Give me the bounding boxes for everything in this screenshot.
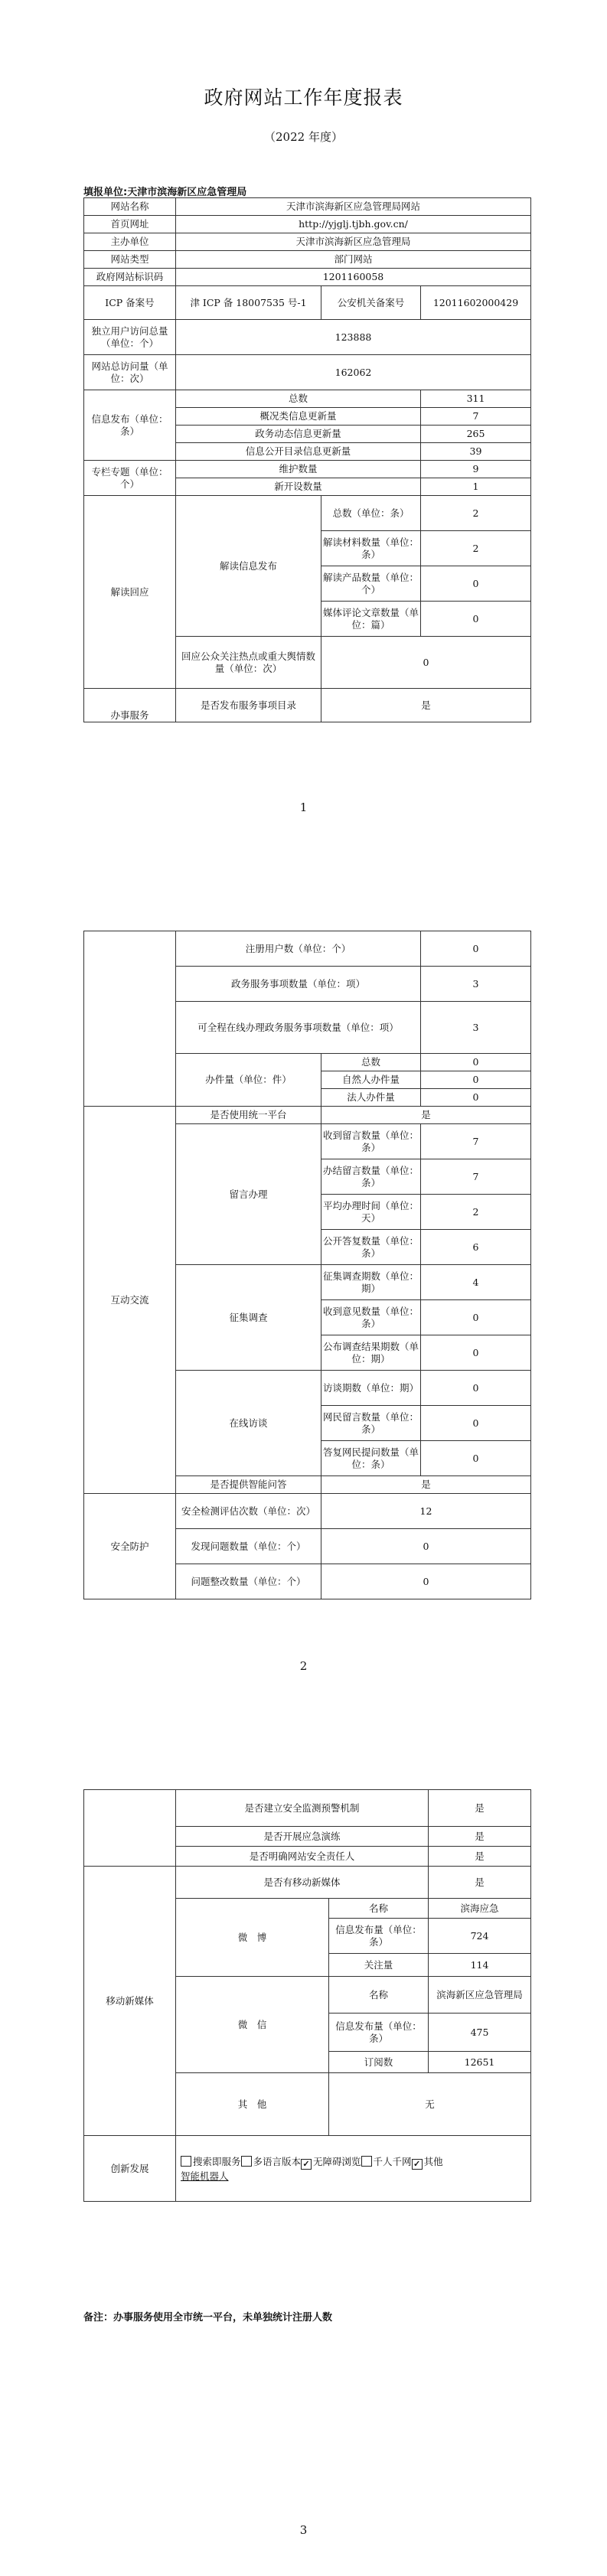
handle-total: 0 <box>421 1054 531 1071</box>
wechat-name: 滨海新区应急管理局 <box>429 1977 531 2014</box>
footnote: 备注：办事服务使用全市统一平台，未单独统计注册人数 <box>83 2312 333 2323</box>
report-table-page-1 <box>83 197 531 722</box>
visitors-label: 独立用户访问总量（单位：个） <box>84 320 176 355</box>
special-new-label: 新开设数量 <box>176 478 421 496</box>
msg-done-label: 办结留言数量（单位：条） <box>321 1159 421 1195</box>
checks-label: 安全检测评估次数（单位：次） <box>176 1494 321 1529</box>
visits-label: 网站总访问量（单位：次） <box>84 355 176 390</box>
home-url-label: 首页网址 <box>84 216 176 233</box>
service-catalog: 是 <box>321 689 531 722</box>
site-name: 天津市滨海新区应急管理局网站 <box>176 198 531 216</box>
page-title: 政府网站工作年度报表 <box>204 86 403 109</box>
site-type: 部门网站 <box>176 251 531 269</box>
security-label: 安全防护 <box>84 1494 176 1599</box>
weibo-posts-label: 信息发布量（单位：条） <box>329 1919 429 1954</box>
drill-label: 是否开展应急演练 <box>176 1827 429 1847</box>
interpret-hot-label: 回应公众关注热点或重大舆情数量（单位：次） <box>176 637 321 689</box>
survey-opinions-label: 收到意见数量（单位：条） <box>321 1300 421 1335</box>
owner: 是 <box>429 1847 531 1867</box>
survey-periods-label: 征集调查期数（单位：期） <box>321 1265 421 1300</box>
media-label: 移动新媒体 <box>84 1867 176 2136</box>
platform: 是 <box>321 1107 531 1124</box>
survey-opinions: 0 <box>421 1300 531 1335</box>
special-maintain: 9 <box>421 461 531 478</box>
service-items: 3 <box>421 967 531 1002</box>
wechat-posts: 475 <box>429 2014 531 2052</box>
service-items-label: 政务服务事项数量（单位：项） <box>176 967 421 1002</box>
talk-periods: 0 <box>421 1371 531 1406</box>
info-total: 311 <box>421 390 531 408</box>
msg-recv-label: 收到留言数量（单位：条） <box>321 1124 421 1159</box>
security-continued <box>84 1790 176 1867</box>
info-catalog: 39 <box>421 443 531 461</box>
handle-label: 办件量（单位：件） <box>176 1054 321 1107</box>
wechat-subs: 12651 <box>429 2052 531 2073</box>
special-maintain-label: 维护数量 <box>176 461 421 478</box>
service-online: 3 <box>421 1002 531 1054</box>
platform-label: 是否使用统一平台 <box>176 1107 321 1124</box>
service-catalog-label: 是否发布服务事项目录 <box>176 689 321 722</box>
innovation-other-text: 智能机器人 <box>181 2170 229 2182</box>
info-news: 265 <box>421 426 531 443</box>
msg-days-label: 平均办理时间（单位：天） <box>321 1195 421 1230</box>
checkbox-empty-icon <box>361 2156 372 2167</box>
fixed-label: 问题整改数量（单位：个） <box>176 1564 321 1599</box>
service-label: 办事服务 <box>84 689 176 722</box>
interpret-product: 0 <box>421 566 531 602</box>
site-code-label: 政府网站标识码 <box>84 269 176 286</box>
interact-label: 互动交流 <box>84 1107 176 1494</box>
msg-recv: 7 <box>421 1124 531 1159</box>
interpret-product-label: 解读产品数量（单位：个） <box>321 566 421 602</box>
handle-person-label: 自然人办件量 <box>321 1071 421 1089</box>
media-has-label: 是否有移动新媒体 <box>176 1867 429 1899</box>
handle-legal-label: 法人办件量 <box>321 1089 421 1107</box>
special-new: 1 <box>421 478 531 496</box>
info-publish-label: 信息发布（单位：条） <box>84 390 176 461</box>
visitors: 123888 <box>176 320 531 355</box>
service-online-label: 可全程在线办理政务服务事项数量（单位：项） <box>176 1002 421 1054</box>
report-table-page-2 <box>83 931 531 1599</box>
interpret-total: 2 <box>421 496 531 531</box>
issues-label: 发现问题数量（单位：个） <box>176 1529 321 1564</box>
page-number-1: 1 <box>299 801 308 814</box>
option-label: 搜索即服务 <box>193 2155 241 2167</box>
icp-label: ICP 备案号 <box>84 286 176 320</box>
wechat-posts-label: 信息发布量（单位：条） <box>329 2014 429 2052</box>
handle-person: 0 <box>421 1071 531 1089</box>
msg-pub-label: 公开答复数量（单位：条） <box>321 1230 421 1265</box>
option-label: 其他 <box>423 2155 443 2167</box>
interpret-material-label: 解读材料数量（单位：条） <box>321 531 421 566</box>
info-catalog-label: 信息公开目录信息更新量 <box>176 443 421 461</box>
option-label: 千人千网 <box>373 2155 412 2167</box>
weibo-name: 滨海应急 <box>429 1899 531 1919</box>
issues: 0 <box>321 1529 531 1564</box>
interpret-media-label: 媒体评论文章数量（单位：篇） <box>321 602 421 637</box>
reporting-unit: 填报单位:天津市滨海新区应急管理局 <box>83 187 247 198</box>
weibo-posts: 724 <box>429 1919 531 1954</box>
drill: 是 <box>429 1827 531 1847</box>
weibo-label: 微 博 <box>176 1899 329 1977</box>
fixed: 0 <box>321 1564 531 1599</box>
service-users: 0 <box>421 931 531 967</box>
checkbox-checked-icon: ✓ <box>301 2159 312 2170</box>
site-code: 1201160058 <box>176 269 531 286</box>
icp-number: 津 ICP 备 18007535 号-1 <box>176 286 321 320</box>
page-number-2: 2 <box>299 1659 308 1673</box>
checkbox-personalized[interactable] <box>361 2156 412 2167</box>
smart-label: 是否提供智能问答 <box>176 1476 321 1494</box>
report-year: （2022 年度） <box>264 130 343 144</box>
weibo-fans: 114 <box>429 1954 531 1977</box>
media-has: 是 <box>429 1867 531 1899</box>
sponsor: 天津市滨海新区应急管理局 <box>176 233 531 251</box>
option-label: 无障碍浏览 <box>313 2155 361 2167</box>
visits: 162062 <box>176 355 531 390</box>
interpret-material: 2 <box>421 531 531 566</box>
site-name-label: 网站名称 <box>84 198 176 216</box>
survey-label: 征集调查 <box>176 1265 321 1371</box>
checkbox-empty-icon <box>241 2156 252 2167</box>
interpret-label: 解读回应 <box>84 496 176 689</box>
page-number-3: 3 <box>299 2523 308 2537</box>
interpret-hot: 0 <box>321 637 531 689</box>
wechat-label: 微 信 <box>176 1977 329 2073</box>
wechat-subs-label: 订阅数 <box>329 2052 429 2073</box>
msg-pub: 6 <box>421 1230 531 1265</box>
handle-total-label: 总数 <box>321 1054 421 1071</box>
msg-days: 2 <box>421 1195 531 1230</box>
service-users-label: 注册用户数（单位：个） <box>176 931 421 967</box>
handle-legal: 0 <box>421 1089 531 1107</box>
survey-results-label: 公布调查结果期数（单位：期） <box>321 1335 421 1371</box>
police-record-label: 公安机关备案号 <box>321 286 421 320</box>
info-news-label: 政务动态信息更新量 <box>176 426 421 443</box>
service-continued <box>84 931 176 1107</box>
interpret-media: 0 <box>421 602 531 637</box>
weibo-fans-label: 关注量 <box>329 1954 429 1977</box>
survey-results: 0 <box>421 1335 531 1371</box>
checkbox-other[interactable] <box>412 2156 443 2167</box>
police-record: 12011602000429 <box>421 286 531 320</box>
talk-msgs-label: 网民留言数量（单位：条） <box>321 1406 421 1441</box>
interpret-publish-label: 解读信息发布 <box>176 496 321 637</box>
checkbox-checked-icon: ✓ <box>412 2159 423 2170</box>
site-type-label: 网站类型 <box>84 251 176 269</box>
other-media: 无 <box>329 2073 531 2136</box>
special-topic-label: 专栏专题（单位：个） <box>84 461 176 496</box>
talk-msgs: 0 <box>421 1406 531 1441</box>
talk-answers: 0 <box>421 1441 531 1476</box>
monitor: 是 <box>429 1790 531 1827</box>
checkbox-accessibility[interactable] <box>301 2156 361 2167</box>
home-url[interactable]: http://yjglj.tjbh.gov.cn/ <box>176 216 531 233</box>
smart: 是 <box>321 1476 531 1494</box>
info-total-label: 总数 <box>176 390 421 408</box>
talk-periods-label: 访谈期数（单位：期） <box>321 1371 421 1406</box>
talk-label: 在线访谈 <box>176 1371 321 1476</box>
innovation-options <box>176 2136 531 2202</box>
checks: 12 <box>321 1494 531 1529</box>
monitor-label: 是否建立安全监测预警机制 <box>176 1790 429 1827</box>
info-overview: 7 <box>421 408 531 426</box>
msg-label: 留言办理 <box>176 1124 321 1265</box>
innovation-label: 创新发展 <box>84 2136 176 2202</box>
talk-answers-label: 答复网民提问数量（单位：条） <box>321 1441 421 1476</box>
checkbox-search-service[interactable] <box>181 2156 241 2167</box>
info-overview-label: 概况类信息更新量 <box>176 408 421 426</box>
checkbox-multi-language[interactable] <box>241 2156 302 2167</box>
weibo-name-label: 名称 <box>329 1899 429 1919</box>
survey-periods: 4 <box>421 1265 531 1300</box>
owner-label: 是否明确网站安全责任人 <box>176 1847 429 1867</box>
checkbox-empty-icon <box>181 2156 191 2167</box>
report-table-page-3 <box>83 1789 531 2202</box>
msg-done: 7 <box>421 1159 531 1195</box>
wechat-name-label: 名称 <box>329 1977 429 2014</box>
sponsor-label: 主办单位 <box>84 233 176 251</box>
option-label: 多语言版本 <box>253 2155 302 2167</box>
interpret-total-label: 总数（单位：条） <box>321 496 421 531</box>
other-media-label: 其 他 <box>176 2073 329 2136</box>
